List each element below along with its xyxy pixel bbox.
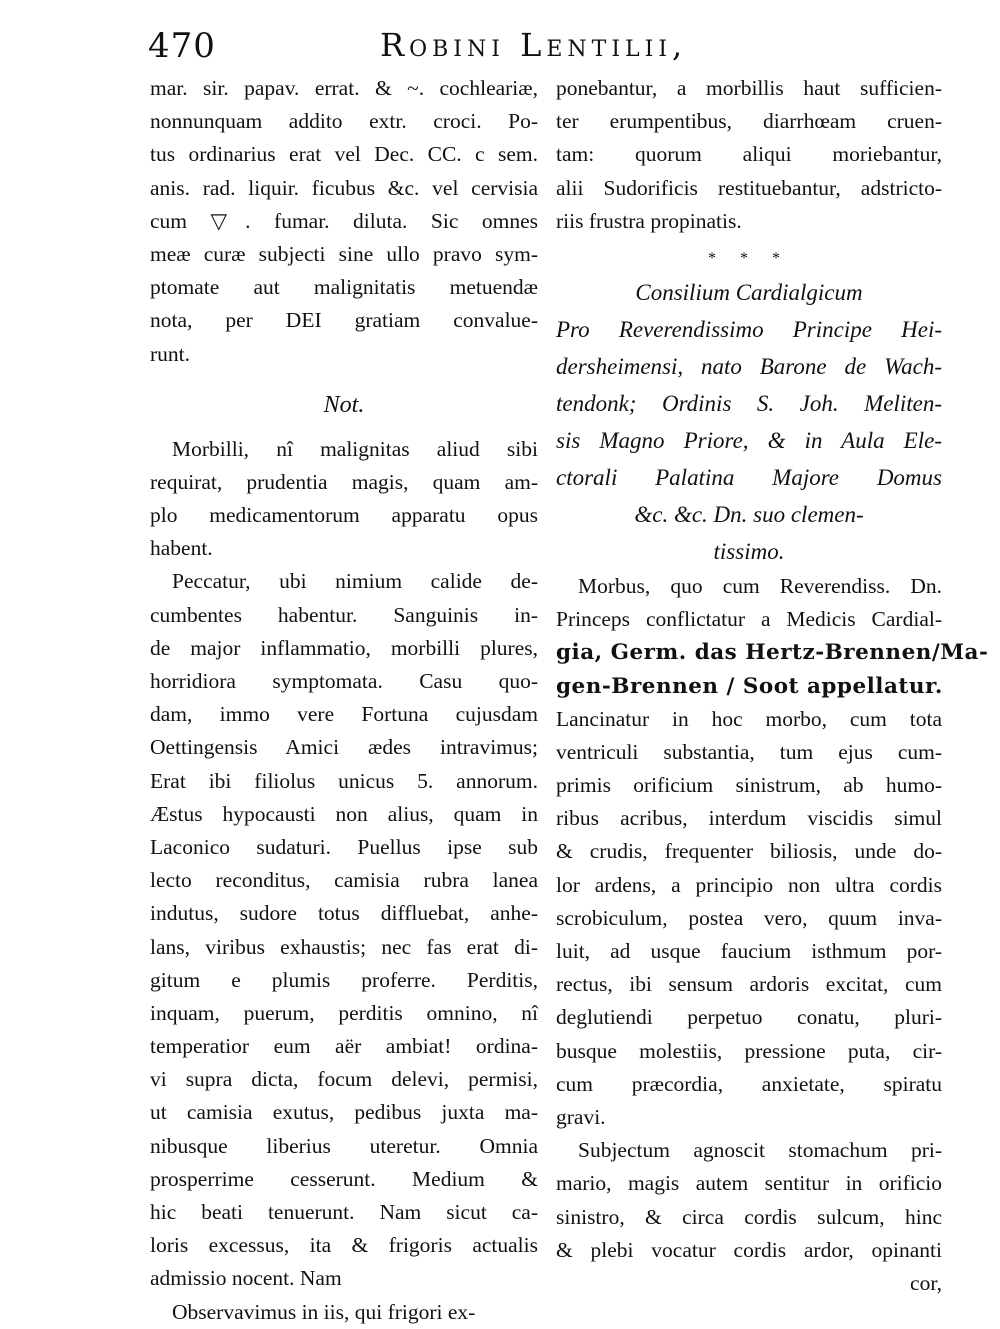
right-paragraph-2 — [556, 570, 989, 1134]
text-line: meæ curæ subjecti sine ullo pravo sym- — [150, 241, 538, 266]
title-line: &c. &c. Dn. suo clemen- — [634, 501, 864, 527]
text-line: lans, viribus exhaustis; nec fas erat di- — [150, 934, 538, 959]
page-header — [148, 22, 948, 72]
text-line: hic beati tenuerunt. Nam sicut ca- — [150, 1200, 538, 1224]
text-line: cum præcordia, anxietate, spiratu — [556, 1071, 942, 1096]
text-line: luit, ad usque faucium isthmum por- — [556, 939, 942, 963]
text-line: & plebi vocatur cordis ardor, opinanti — [556, 1237, 942, 1262]
text-line: horridiora symptomata. Casu quo- — [150, 669, 538, 693]
text-line: Oettingensis Amici ædes intravimus; — [150, 735, 538, 760]
text-line: requirat, prudentia magis, quam am- — [150, 469, 538, 494]
text-line: Princeps conflictatur a Medicis Cardial- — [556, 607, 942, 632]
text-line: runt. — [150, 341, 191, 366]
title-line: dersheimensi, nato Barone de Wach- — [556, 353, 942, 379]
text-line: prosperrime cesserunt. Medium & — [150, 1166, 538, 1191]
text-line: loris excessus, ita & frigoris actualis — [150, 1233, 538, 1258]
text-line: ribus acribus, interdum viscidis simul — [556, 806, 942, 831]
text-line: Laconico sudaturi. Puellus ipse sub — [150, 834, 538, 859]
title-line: sis Magno Priore, & in Aula Ele- — [556, 427, 942, 453]
text-line: gia, Germ. das Hertz-Brennen/Ma- — [556, 640, 989, 666]
left-paragraph-3 — [150, 565, 538, 1295]
text-line: rectus, ibi sensum ardoris excitat, cum — [556, 972, 942, 997]
section-heading: Not. — [323, 391, 365, 418]
text-line: gitum e plumis proferre. Perditis, — [150, 967, 538, 992]
text-line: de major inflammatio, morbilli plures, — [150, 635, 538, 660]
text-line: plo medicamentorum apparatu opus — [150, 503, 538, 528]
title-line: ctorali Palatina Majore Domus — [556, 464, 942, 490]
left-column — [150, 72, 538, 1329]
text-line: inquam, puerum, perditis omnino, nî — [150, 1000, 538, 1025]
text-line: cumbentes habentur. Sanguinis in- — [150, 602, 538, 627]
text-line: Lancinatur in hoc morbo, cum tota — [556, 706, 942, 731]
running-head: Robini Lentilii, — [380, 26, 688, 64]
text-line: sinistro, & circa cordis sulcum, hinc — [556, 1204, 942, 1229]
section-divider-stars: * * * — [708, 249, 790, 267]
text-line: gen-Brennen / Soot appellatur. — [556, 673, 943, 699]
text-line: ptomate aut malignitatis metuendæ — [150, 275, 538, 300]
text-line: lor ardens, a principio non ultra cordis — [556, 872, 942, 897]
text-line: indutus, sudore totus diffluebat, anhe- — [150, 901, 538, 926]
right-paragraph-3 — [556, 1134, 942, 1300]
text-line: lecto reconditus, camisia rubra lanea — [150, 868, 538, 893]
left-paragraph-1 — [150, 72, 538, 371]
page-number: 470 — [148, 26, 216, 66]
text-line: nonnunquam addito extr. croci. Po- — [150, 109, 538, 134]
text-line: Æstus hypocausti non alius, quam in — [150, 801, 538, 826]
text-line: gravi. — [556, 1104, 606, 1129]
text-line: tam: quorum aliqui moriebantur, — [556, 142, 942, 167]
catchword: cor, — [910, 1270, 942, 1295]
text-line: scrobiculum, postea vero, quum inva- — [556, 905, 942, 930]
text-line: admissio nocent. Nam — [150, 1266, 342, 1291]
title-line: Pro Reverendissimo Principe Hei- — [556, 316, 942, 342]
title-line: tissimo. — [713, 538, 785, 564]
title-line: Consilium Cardialgicum — [635, 279, 863, 305]
text-line: Peccatur, ubi nimium calide de- — [172, 569, 538, 594]
text-line: tus ordinarius erat vel Dec. CC. c sem. — [150, 142, 538, 167]
consilium-title — [556, 274, 942, 570]
title-line: tendonk; Ordinis S. Joh. Meliten- — [556, 390, 942, 416]
right-column — [556, 72, 989, 1300]
text-line: Morbilli, nî malignitas aliud sibi — [172, 436, 538, 461]
text-line: Subjectum agnoscit stomachum pri- — [578, 1138, 942, 1163]
text-line: mario, magis autem sentitur in orificio — [556, 1171, 942, 1196]
text-line: ponebantur, a morbillis haut sufficien- — [556, 76, 942, 100]
text-line: busque molestiis, pressione puta, cir- — [556, 1038, 942, 1063]
left-paragraph-2 — [150, 433, 538, 566]
text-line: temperatior eum aër ambiat! ordina- — [150, 1034, 538, 1059]
text-line: Observavimus in iis, qui frigori ex- — [172, 1299, 476, 1324]
text-line: riis frustra propinatis. — [556, 208, 742, 233]
text-line: vi supra dicta, focum delevi, permisi, — [150, 1067, 538, 1092]
text-line: ventriculi substantia, tum ejus cum- — [556, 739, 942, 764]
text-line: Erat ibi filiolus unicus 5. annorum. — [150, 768, 538, 793]
text-line: Morbus, quo cum Reverendiss. Dn. — [578, 573, 942, 598]
text-line: primis orificium sinistrum, ab humo- — [556, 773, 942, 798]
text-line: cum ▽. fumar. diluta. Sic omnes — [150, 208, 538, 233]
left-paragraph-4 — [150, 1296, 538, 1329]
text-line: deglutiendi perpetuo conatu, pluri- — [556, 1005, 942, 1030]
text-line: alii Sudorificis restituebantur, adstricto- — [556, 175, 942, 200]
text-line: nibusque liberius uteretur. Omnia — [150, 1133, 538, 1158]
text-line: anis. rad. liquir. ficubus &c. vel cervisia — [150, 175, 538, 200]
right-paragraph-1 — [556, 72, 942, 238]
text-line: ut camisia exutus, pedibus juxta ma- — [150, 1100, 538, 1125]
text-line: nota, per DEI gratiam convalue- — [150, 308, 538, 333]
text-line: dam, immo vere Fortuna cujusdam — [150, 702, 538, 727]
text-line: ter erumpentibus, diarrhœam cruen- — [556, 109, 942, 134]
text-line: & crudis, frequenter biliosis, unde do- — [556, 839, 942, 864]
text-line: mar. sir. papav. errat. & ~. cochleariæ, — [150, 76, 538, 100]
text-line: habent. — [150, 536, 213, 561]
